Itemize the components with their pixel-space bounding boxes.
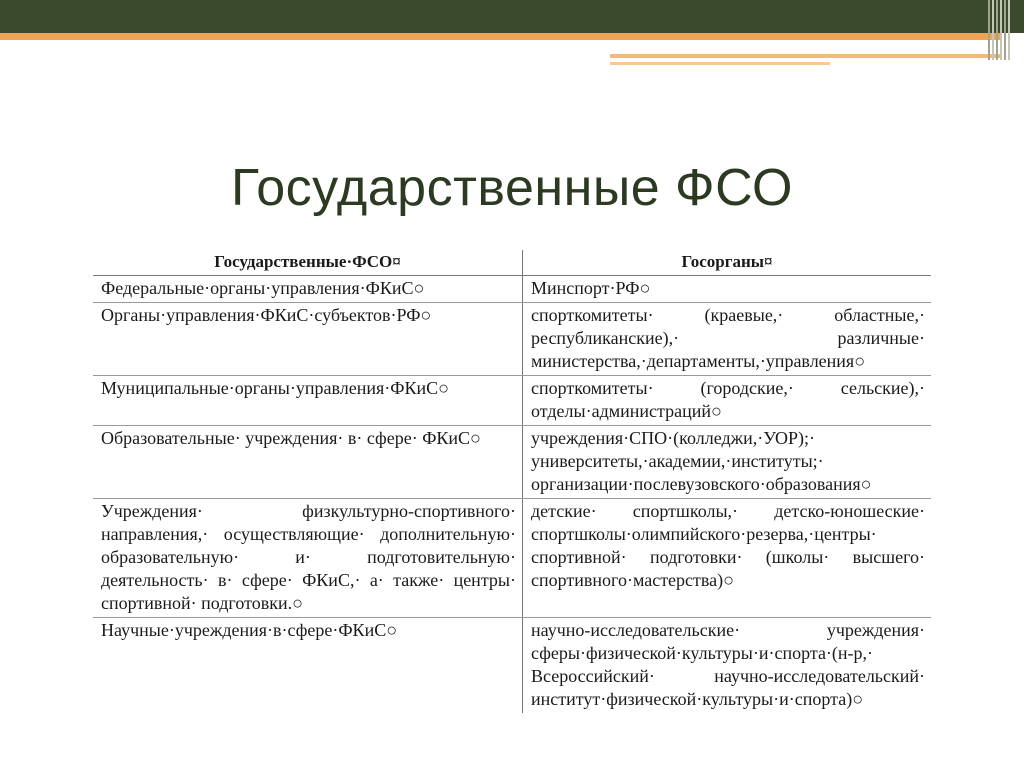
fso-table — [93, 250, 931, 713]
corner-stripes-decor — [988, 0, 1010, 60]
accent-line-tertiary — [610, 62, 830, 65]
table-header-row — [93, 250, 931, 276]
table-row — [93, 303, 931, 376]
table-cell-gov-body: спорткомитеты· (городские,· сельские),· отделы·администраций○ — [523, 376, 932, 426]
column-header-state-fso: Государственные·ФСО¤ — [93, 250, 523, 276]
table-cell-fso: Федеральные·органы·управления·ФКиС○ — [93, 276, 523, 303]
table-cell-gov-body: научно-исследовательские· учреждения· сферы·физической·культуры·и·спорта·(н-р,· Всероссийский· научно-исследовательский· институт·физической·культуры·и·спорта)○ — [531, 620, 925, 709]
table-row — [93, 499, 931, 618]
slide-title: Государственные ФСО — [231, 159, 793, 217]
table-cell-fso: Муниципальные·органы·управления·ФКиС○ — [93, 376, 523, 426]
table-row — [93, 426, 931, 499]
table-cell-gov-body: учреждения·СПО·(колледжи,·УОР);· университеты,·академии,·институты;· организации·послевузовского·образования○ — [523, 426, 932, 499]
table-row — [93, 376, 931, 426]
table-cell-gov-body: детские· спортшколы,· детско-юношеские· спортшколы·олимпийского·резерва,·центры· спортивной· подготовки· (школы· высшего· спортивного·мастерства)○ — [523, 499, 932, 618]
table-cell-fso: Органы·управления·ФКиС·субъектов·РФ○ — [93, 303, 523, 376]
accent-line — [0, 33, 1000, 40]
column-header-gov-bodies: Госорганы¤ — [523, 250, 932, 276]
table-cell-fso: Научные·учреждения·в·сфере·ФКиС○ — [93, 618, 523, 714]
table-row — [93, 618, 931, 714]
table-cell-fso: Учреждения· физкультурно-спортивного· направления,· осуществляющие· дополнительную· образовательную· и· подготовительную· деятельность· в· сфере· ФКиС,· а· также· центры· спортивной· подготовки.○ — [93, 499, 523, 618]
accent-line-secondary — [610, 54, 1000, 58]
table-cell-fso: Образовательные· учреждения· в· сфере· ФКиС○ — [93, 426, 523, 499]
top-decor-band — [0, 0, 1024, 33]
table-cell-gov-body: Минспорт·РФ○ — [523, 276, 932, 303]
table-row — [93, 276, 931, 303]
table-cell-gov-body: спорткомитеты· (краевые,· областные,· республиканские),· различные· министерства,·департаменты,·управления○ — [523, 303, 932, 376]
